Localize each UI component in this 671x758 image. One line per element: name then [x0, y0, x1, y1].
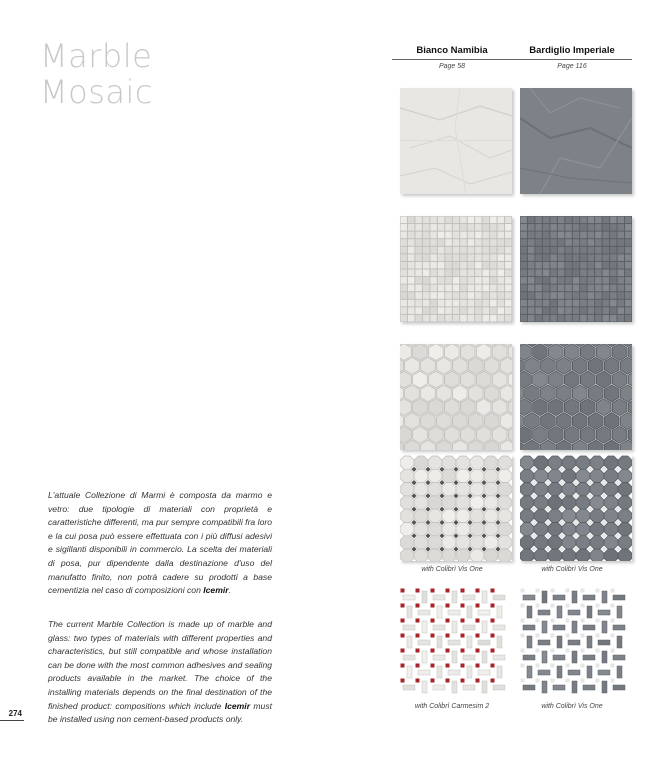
- tile-bardiglio-imperiale-slab: [520, 88, 632, 194]
- column-header-bardiglio-imperiale: [512, 45, 632, 70]
- description-italian-body: L'attuale Collezione di Marmi è composta da marmo e vetro: due tipologie di materiali con proprietà e caratteristiche differenti, ma pur sempre compatibili fra loro e la cui posa può essere effettuata con i più diffusi adesivi e sigillanti disponibili in commercio. La scelta dei materiali di posa, pur dipendente dalla destinazione d'uso del manufatto finito, non potrà cadere su prodotti a base cementizia nel caso di composizioni con: [48, 490, 272, 596]
- column-page-ref: Page 58: [438, 63, 466, 70]
- page-number-rule: [0, 720, 24, 721]
- column-name: Bardiglio Imperiale: [529, 45, 615, 56]
- tile-bianco-namibia-weave-mosaic: [400, 588, 512, 694]
- description-italian: [48, 489, 272, 598]
- title-line-2: Mosaic: [40, 73, 153, 111]
- tile-bianco-namibia-octagon-mosaic: [400, 455, 512, 561]
- tile-bianco-namibia-square-mosaic: [400, 216, 512, 322]
- page-title: [40, 38, 153, 110]
- brand-name-icemir: Icemir: [203, 585, 229, 596]
- caption-octagon-left: with Colibrì Vis One: [421, 566, 483, 573]
- tile-bardiglio-imperiale-square-mosaic: [520, 216, 632, 322]
- column-rule: [512, 59, 632, 60]
- tile-bardiglio-imperiale-octagon-mosaic: [520, 455, 632, 561]
- column-header-bianco-namibia: [392, 45, 512, 70]
- tile-bardiglio-imperiale-hexagon-mosaic: [520, 344, 632, 450]
- description-italian-end: .: [228, 585, 231, 596]
- caption-weave-left: with Colibrì Carmesim 2: [414, 703, 490, 710]
- description-english: [48, 618, 272, 727]
- column-name: Bianco Namibia: [416, 45, 488, 56]
- description-english-body: The current Marble Collection is made up of marble and glass: two types of materials with different properties and characteristics, but still compatible and whose installation can be done with the most common adhesives and sealing products available in the market. The choice of the installing materials depends on the final destination of the finished product: compositions which include: [48, 619, 272, 711]
- brand-name-icemir: Icemir: [224, 700, 251, 711]
- page-number: 274: [8, 709, 22, 718]
- tile-bianco-namibia-hexagon-mosaic: [400, 344, 512, 450]
- title-line-1: Marble: [40, 37, 153, 75]
- description-english-end: must be installed using non cement-based products only.: [48, 700, 273, 725]
- tile-bardiglio-imperiale-weave-mosaic: [520, 588, 632, 694]
- caption-weave-right: with Colibrì Vis One: [541, 703, 603, 710]
- column-page-ref: Page 116: [557, 63, 587, 70]
- column-rule: [392, 59, 512, 60]
- tile-bianco-namibia-slab: [400, 88, 512, 194]
- caption-octagon-right: with Colibrì Vis One: [541, 566, 603, 573]
